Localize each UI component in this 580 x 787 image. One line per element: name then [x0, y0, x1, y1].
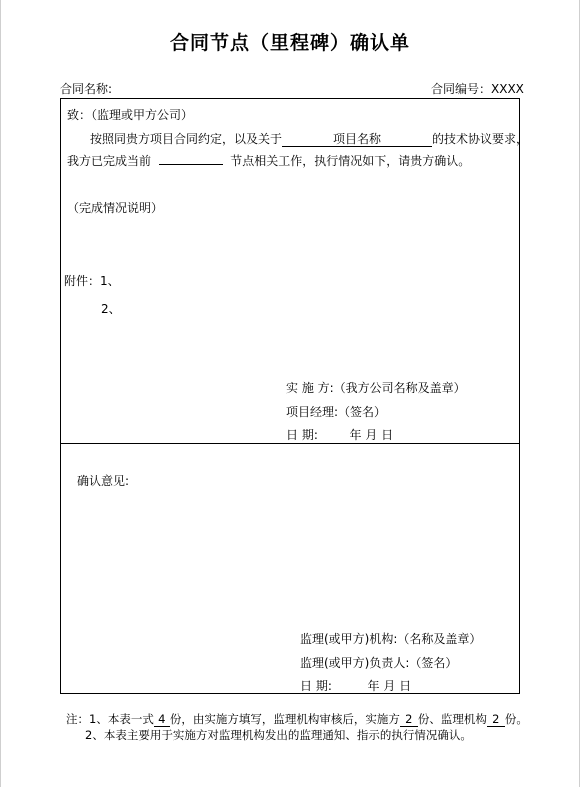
- note-line-1: [66, 711, 528, 727]
- date-units-2: 年 月 日: [367, 679, 412, 693]
- date-line-2: [300, 677, 411, 694]
- date-label-2: 日 期:: [300, 679, 332, 693]
- page-edge-left: [0, 0, 1, 787]
- confirmation-opinion-label: 确认意见:: [77, 474, 130, 488]
- attachment-label: 附件：1、: [64, 274, 120, 288]
- paragraph-2-start: 我方已完成当前: [67, 154, 152, 168]
- implementer-copies: 2: [400, 712, 418, 727]
- note-1-start: 注：1、本表一式: [66, 712, 154, 726]
- paragraph-1-end: 的技术协议要求，: [432, 132, 529, 146]
- work-report-section: [60, 98, 529, 444]
- project-manager-line: 项目经理:（签名）: [286, 405, 387, 419]
- paragraph-line-1: [90, 130, 528, 147]
- completion-note: （完成情况说明）: [67, 201, 164, 215]
- note-1-middle: 份，由实施方填写，监理机构审核后，实施方: [169, 712, 400, 726]
- note-1-end: 份。: [504, 712, 528, 726]
- total-copies: 4: [154, 712, 170, 727]
- note-line-2: 2、本表主要用于实施方对监理机构发出的监理通知、指示的执行情况确认。: [85, 728, 472, 742]
- note-1-mid2: 份、监理机构: [417, 712, 487, 726]
- paragraph-line-2: [67, 152, 470, 169]
- date-line-1: [286, 426, 393, 443]
- project-name-blank[interactable]: [282, 132, 432, 147]
- document-title: 合同节点（里程碑）确认单: [169, 32, 410, 54]
- date-label-1: 日 期:: [286, 428, 318, 442]
- implementer-line: 实 施 方:（我方公司名称及盖章）: [286, 381, 466, 395]
- project-name-placeholder: 项目名称: [333, 132, 382, 146]
- contract-name-label: 合同名称:: [60, 82, 113, 96]
- paragraph-2-end: 节点相关工作，执行情况如下，请贵方确认。: [230, 154, 471, 168]
- supervisor-org-line: 监理(或甲方)机构:（名称及盖章）: [300, 632, 482, 646]
- addressee-line: 致：（监理或甲方公司）: [67, 108, 194, 122]
- supervisor-copies: 2: [487, 712, 505, 727]
- confirmation-section: [60, 443, 520, 694]
- milestone-blank[interactable]: [159, 164, 223, 165]
- supervisor-person-line: 监理(或甲方)负责人:（签名）: [300, 656, 458, 670]
- date-units-1: 年 月 日: [349, 428, 394, 442]
- paragraph-1-start: 按照同贵方项目合同约定，以及关于: [90, 132, 283, 146]
- contract-number-label: 合同编号：XXXX: [431, 82, 524, 96]
- attachment-item-2: 2、: [101, 302, 121, 316]
